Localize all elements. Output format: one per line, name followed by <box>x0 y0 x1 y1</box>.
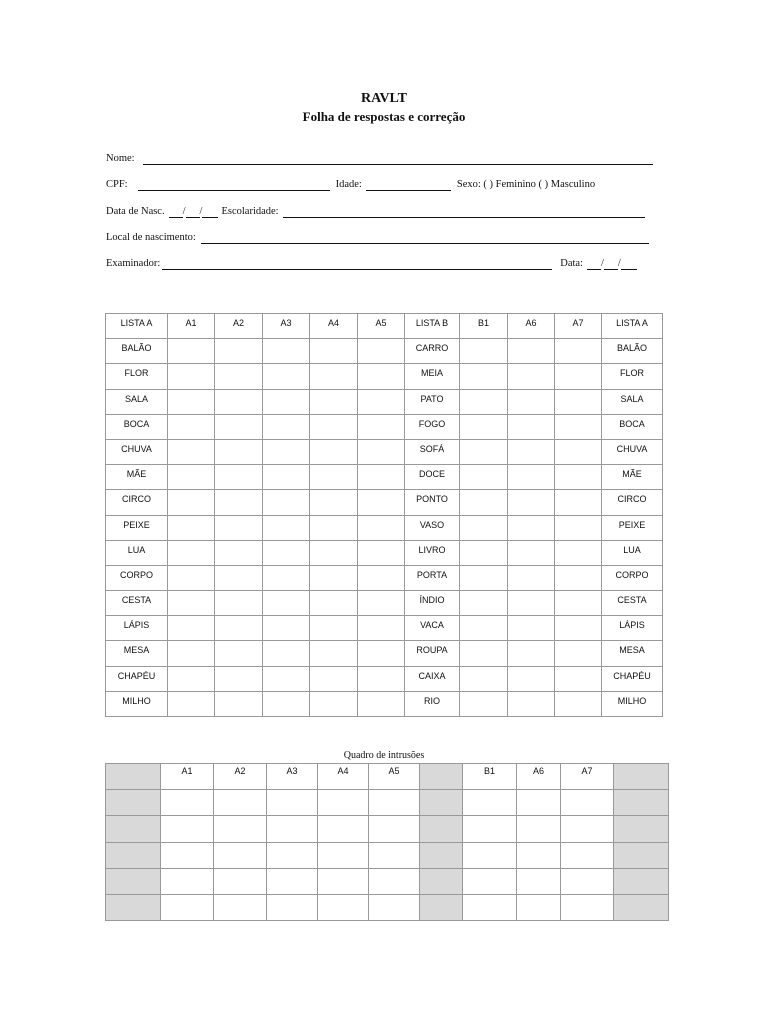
intrusion-cell[interactable] <box>369 790 420 816</box>
answer-cell[interactable] <box>310 666 358 691</box>
answer-cell[interactable] <box>263 465 310 490</box>
cpf-field[interactable] <box>138 180 330 191</box>
table-row <box>106 540 663 565</box>
intrusion-cell[interactable] <box>267 816 318 842</box>
lista-b-word: DOCE <box>405 465 460 490</box>
answer-cell[interactable] <box>168 515 215 540</box>
answer-cell[interactable] <box>460 691 508 716</box>
intrusion-cell[interactable] <box>318 894 369 920</box>
answer-cell[interactable] <box>508 364 555 389</box>
column-header: A7 <box>561 764 614 790</box>
shaded-cell <box>106 894 161 920</box>
intrusion-cell[interactable] <box>561 868 614 894</box>
answer-cell[interactable] <box>508 616 555 641</box>
answer-cell[interactable] <box>358 616 405 641</box>
shaded-cell <box>614 894 669 920</box>
column-header: LISTA B <box>405 314 460 339</box>
sexo-options[interactable]: Sexo: ( ) Feminino ( ) Masculino <box>456 179 596 190</box>
intrusion-cell[interactable] <box>214 868 267 894</box>
intrusion-cell[interactable] <box>214 842 267 868</box>
lista-a-word: MILHO <box>106 691 168 716</box>
intrusion-cell[interactable] <box>561 816 614 842</box>
date-separator: / <box>182 206 186 217</box>
answer-cell[interactable] <box>555 414 602 439</box>
lista-a-word: CHUVA <box>602 439 663 464</box>
answer-cell[interactable] <box>263 641 310 666</box>
table-row <box>106 591 663 616</box>
table-row <box>106 666 663 691</box>
shaded-cell <box>614 868 669 894</box>
lista-b-word: ROUPA <box>405 641 460 666</box>
table-row <box>106 691 663 716</box>
column-header: A4 <box>310 314 358 339</box>
lista-a-word: MÃE <box>602 465 663 490</box>
answer-cell[interactable] <box>460 414 508 439</box>
lista-a-word: CORPO <box>106 565 168 590</box>
answer-cell[interactable] <box>555 540 602 565</box>
answer-cell[interactable] <box>168 641 215 666</box>
answer-cell[interactable] <box>168 339 215 364</box>
answer-cell[interactable] <box>168 364 215 389</box>
answer-cell[interactable] <box>168 616 215 641</box>
intrusion-cell[interactable] <box>318 868 369 894</box>
answer-cell[interactable] <box>263 540 310 565</box>
intrusion-cell[interactable] <box>214 816 267 842</box>
answer-cell[interactable] <box>310 616 358 641</box>
lista-b-word: ÍNDIO <box>405 591 460 616</box>
answer-cell[interactable] <box>460 439 508 464</box>
shaded-cell <box>106 764 161 790</box>
lista-b-word: PORTA <box>405 565 460 590</box>
column-header: B1 <box>460 314 508 339</box>
data-label: Data: <box>560 258 583 269</box>
answer-cell[interactable] <box>215 540 263 565</box>
column-header: A3 <box>267 764 318 790</box>
intrusion-cell[interactable] <box>561 894 614 920</box>
answer-cell[interactable] <box>555 565 602 590</box>
answer-cell[interactable] <box>263 616 310 641</box>
table-header-row <box>106 314 663 339</box>
date-separator: / <box>199 206 203 217</box>
examinador-label: Examinador: <box>106 258 161 269</box>
form-row-local <box>106 232 649 244</box>
lista-a-word: CESTA <box>106 591 168 616</box>
intrusion-cell[interactable] <box>369 816 420 842</box>
lista-a-word: BALÃO <box>106 339 168 364</box>
intrusion-cell[interactable] <box>463 868 517 894</box>
answer-cell[interactable] <box>168 591 215 616</box>
answer-cell[interactable] <box>358 414 405 439</box>
table-row <box>106 490 663 515</box>
intrusion-cell[interactable] <box>561 790 614 816</box>
answer-cell[interactable] <box>555 465 602 490</box>
intrusion-cell[interactable] <box>517 816 561 842</box>
intrusion-cell[interactable] <box>517 894 561 920</box>
answer-cell[interactable] <box>508 666 555 691</box>
answer-cell[interactable] <box>168 465 215 490</box>
intrusion-cell[interactable] <box>561 842 614 868</box>
lista-b-word: LIVRO <box>405 540 460 565</box>
form-row-cpf <box>106 179 595 191</box>
page-title: RAVLT <box>361 91 407 106</box>
idade-label: Idade: <box>335 179 362 190</box>
answer-cell[interactable] <box>508 691 555 716</box>
idade-field[interactable] <box>366 180 451 191</box>
answer-cell[interactable] <box>555 641 602 666</box>
lista-a-word: PEIXE <box>602 515 663 540</box>
table-row <box>106 515 663 540</box>
lista-a-word: LUA <box>602 540 663 565</box>
local-field[interactable] <box>201 233 649 244</box>
lista-a-word: CIRCO <box>106 490 168 515</box>
intrusions-header-row <box>106 764 669 790</box>
intrusion-cell[interactable] <box>463 816 517 842</box>
table-row <box>106 439 663 464</box>
answer-cell[interactable] <box>168 414 215 439</box>
answer-cell[interactable] <box>358 439 405 464</box>
lista-a-word: PEIXE <box>106 515 168 540</box>
lista-a-word: BALÃO <box>602 339 663 364</box>
shaded-cell <box>614 790 669 816</box>
escolaridade-field[interactable] <box>283 207 645 218</box>
answer-cell[interactable] <box>215 414 263 439</box>
intrusion-cell[interactable] <box>517 868 561 894</box>
answer-cell[interactable] <box>215 439 263 464</box>
lista-a-word: CIRCO <box>602 490 663 515</box>
answer-cell[interactable] <box>215 565 263 590</box>
answer-cell[interactable] <box>460 666 508 691</box>
answer-cell[interactable] <box>215 591 263 616</box>
answer-cell[interactable] <box>310 515 358 540</box>
lista-a-word: FLOR <box>602 364 663 389</box>
answer-cell[interactable] <box>263 666 310 691</box>
answer-cell[interactable] <box>460 389 508 414</box>
table-row <box>106 339 663 364</box>
lista-a-word: LÁPIS <box>602 616 663 641</box>
answer-cell[interactable] <box>460 616 508 641</box>
form-row-nasc <box>106 206 645 218</box>
nasc-label: Data de Nasc. <box>106 206 165 217</box>
shaded-cell <box>106 790 161 816</box>
lista-a-word: MESA <box>602 641 663 666</box>
lista-a-word: MESA <box>106 641 168 666</box>
intrusion-cell[interactable] <box>161 816 214 842</box>
answer-cell[interactable] <box>358 666 405 691</box>
lista-a-word: BOCA <box>602 414 663 439</box>
intrusion-cell[interactable] <box>161 868 214 894</box>
column-header: A5 <box>358 314 405 339</box>
answer-cell[interactable] <box>310 389 358 414</box>
answer-cell[interactable] <box>555 389 602 414</box>
answer-cell[interactable] <box>358 465 405 490</box>
answer-cell[interactable] <box>358 339 405 364</box>
answer-cell[interactable] <box>460 540 508 565</box>
answer-cell[interactable] <box>358 591 405 616</box>
column-header: LISTA A <box>106 314 168 339</box>
table-row <box>106 565 663 590</box>
answer-cell[interactable] <box>460 565 508 590</box>
nasc-month-field[interactable] <box>186 207 200 218</box>
shaded-cell <box>106 842 161 868</box>
lista-a-word: BOCA <box>106 414 168 439</box>
lista-b-word: PATO <box>405 389 460 414</box>
column-header: A3 <box>263 314 310 339</box>
answer-cell[interactable] <box>358 364 405 389</box>
answer-cell[interactable] <box>215 389 263 414</box>
answer-cell[interactable] <box>263 565 310 590</box>
shaded-cell <box>420 790 463 816</box>
column-header: B1 <box>463 764 517 790</box>
table-row <box>106 465 663 490</box>
intrusion-cell[interactable] <box>267 894 318 920</box>
shaded-cell <box>420 868 463 894</box>
column-header: A5 <box>369 764 420 790</box>
lista-a-word: CHAPÉU <box>602 666 663 691</box>
answer-cell[interactable] <box>310 565 358 590</box>
lista-a-word: CESTA <box>602 591 663 616</box>
answer-cell[interactable] <box>460 465 508 490</box>
shaded-cell <box>420 764 463 790</box>
intrusions-row <box>106 816 669 842</box>
intrusion-cell[interactable] <box>267 842 318 868</box>
lista-a-word: MÃE <box>106 465 168 490</box>
shaded-cell <box>614 764 669 790</box>
answer-cell[interactable] <box>310 540 358 565</box>
answer-cell[interactable] <box>508 515 555 540</box>
answer-cell[interactable] <box>358 641 405 666</box>
answer-cell[interactable] <box>460 641 508 666</box>
lista-b-word: MEIA <box>405 364 460 389</box>
answer-cell[interactable] <box>215 666 263 691</box>
answer-cell[interactable] <box>215 641 263 666</box>
cpf-label: CPF: <box>106 179 128 190</box>
answer-cell[interactable] <box>358 515 405 540</box>
shaded-cell <box>420 816 463 842</box>
data-month-field[interactable] <box>604 259 618 270</box>
answer-cell[interactable] <box>358 540 405 565</box>
lista-b-word: SOFÁ <box>405 439 460 464</box>
answer-cell[interactable] <box>460 515 508 540</box>
nasc-year-field[interactable] <box>199 206 218 218</box>
lista-b-word: PONTO <box>405 490 460 515</box>
answer-cell[interactable] <box>263 515 310 540</box>
answer-cell[interactable] <box>310 490 358 515</box>
intrusions-row <box>106 842 669 868</box>
answer-cell[interactable] <box>263 691 310 716</box>
answer-cell[interactable] <box>263 439 310 464</box>
intrusion-cell[interactable] <box>318 842 369 868</box>
answer-cell[interactable] <box>508 439 555 464</box>
answer-cell[interactable] <box>310 414 358 439</box>
answer-cell[interactable] <box>168 490 215 515</box>
answer-cell[interactable] <box>555 439 602 464</box>
answer-cell[interactable] <box>310 364 358 389</box>
answer-cell[interactable] <box>555 691 602 716</box>
column-header: A4 <box>318 764 369 790</box>
column-header: A1 <box>168 314 215 339</box>
answer-cell[interactable] <box>215 691 263 716</box>
answer-cell[interactable] <box>215 515 263 540</box>
intrusion-cell[interactable] <box>369 842 420 868</box>
lista-a-word: MILHO <box>602 691 663 716</box>
answer-cell[interactable] <box>460 591 508 616</box>
intrusions-caption: Quadro de intrusões <box>343 750 425 761</box>
answer-cell[interactable] <box>555 666 602 691</box>
shaded-cell <box>420 894 463 920</box>
answer-cell[interactable] <box>358 691 405 716</box>
page-subtitle: Folha de respostas e correção <box>302 109 466 124</box>
intrusion-cell[interactable] <box>369 868 420 894</box>
examinador-field[interactable] <box>162 259 552 270</box>
answer-cell[interactable] <box>310 641 358 666</box>
answer-cell[interactable] <box>508 591 555 616</box>
answer-cell[interactable] <box>263 591 310 616</box>
lista-a-word: FLOR <box>106 364 168 389</box>
data-day-field[interactable] <box>587 259 601 270</box>
answer-cell[interactable] <box>168 666 215 691</box>
table-row <box>106 641 663 666</box>
lista-b-word: RIO <box>405 691 460 716</box>
intrusion-cell[interactable] <box>214 790 267 816</box>
answer-cell[interactable] <box>310 691 358 716</box>
lista-b-word: CAIXA <box>405 666 460 691</box>
lista-b-word: VASO <box>405 515 460 540</box>
answer-cell[interactable] <box>215 339 263 364</box>
answer-cell[interactable] <box>460 364 508 389</box>
local-label: Local de nascimento: <box>106 232 196 243</box>
answer-cell[interactable] <box>310 439 358 464</box>
intrusion-cell[interactable] <box>463 790 517 816</box>
column-header: A2 <box>214 764 267 790</box>
answer-cell[interactable] <box>215 465 263 490</box>
answer-cell[interactable] <box>358 490 405 515</box>
intrusion-cell[interactable] <box>267 790 318 816</box>
lista-a-word: SALA <box>106 389 168 414</box>
answer-cell[interactable] <box>168 389 215 414</box>
intrusions-row <box>106 790 669 816</box>
shaded-cell <box>420 842 463 868</box>
answer-cell[interactable] <box>555 339 602 364</box>
table-row <box>106 414 663 439</box>
answer-cell[interactable] <box>555 490 602 515</box>
answer-cell[interactable] <box>168 691 215 716</box>
intrusion-cell[interactable] <box>161 894 214 920</box>
column-header: A1 <box>161 764 214 790</box>
intrusion-cell[interactable] <box>517 842 561 868</box>
date-separator: / <box>617 258 621 269</box>
lista-a-word: LÁPIS <box>106 616 168 641</box>
answer-cell[interactable] <box>358 565 405 590</box>
answer-cell[interactable] <box>508 389 555 414</box>
table-row <box>106 364 663 389</box>
answer-cell[interactable] <box>460 339 508 364</box>
intrusion-cell[interactable] <box>214 894 267 920</box>
shaded-cell <box>614 816 669 842</box>
answer-cell[interactable] <box>310 339 358 364</box>
answer-cell[interactable] <box>263 389 310 414</box>
answer-cell[interactable] <box>168 540 215 565</box>
answer-cell[interactable] <box>358 389 405 414</box>
answer-cell[interactable] <box>508 339 555 364</box>
answer-cell[interactable] <box>555 616 602 641</box>
answer-cell[interactable] <box>263 364 310 389</box>
data-year-field[interactable] <box>621 259 637 270</box>
lista-b-word: VACA <box>405 616 460 641</box>
answer-cell[interactable] <box>168 439 215 464</box>
answer-cell[interactable] <box>508 465 555 490</box>
intrusion-cell[interactable] <box>463 894 517 920</box>
answer-cell[interactable] <box>215 616 263 641</box>
form-row-examinador <box>106 258 637 270</box>
lista-a-word: SALA <box>602 389 663 414</box>
intrusion-cell[interactable] <box>161 790 214 816</box>
answer-cell[interactable] <box>310 465 358 490</box>
date-separator: / <box>600 258 604 269</box>
column-header: A6 <box>508 314 555 339</box>
intrusion-cell[interactable] <box>369 894 420 920</box>
answer-cell[interactable] <box>263 339 310 364</box>
answer-cell[interactable] <box>215 364 263 389</box>
form-row-nome <box>106 153 653 165</box>
lista-b-word: FOGO <box>405 414 460 439</box>
shaded-cell <box>106 816 161 842</box>
column-header: A6 <box>517 764 561 790</box>
answer-cell[interactable] <box>555 515 602 540</box>
answer-cell[interactable] <box>508 414 555 439</box>
table-row <box>106 389 663 414</box>
lista-a-word: CHUVA <box>106 439 168 464</box>
answer-cell[interactable] <box>215 490 263 515</box>
intrusions-row <box>106 894 669 920</box>
answer-cell[interactable] <box>310 591 358 616</box>
column-header: A2 <box>215 314 263 339</box>
answer-cell[interactable] <box>263 414 310 439</box>
nasc-day-field[interactable] <box>169 207 183 218</box>
answer-cell[interactable] <box>508 490 555 515</box>
intrusion-cell[interactable] <box>463 842 517 868</box>
intrusion-cell[interactable] <box>517 790 561 816</box>
answer-cell[interactable] <box>508 641 555 666</box>
lista-b-word: CARRO <box>405 339 460 364</box>
shaded-cell <box>106 868 161 894</box>
answer-cell[interactable] <box>508 540 555 565</box>
intrusion-cell[interactable] <box>318 790 369 816</box>
lista-a-word: LUA <box>106 540 168 565</box>
ravlt-answer-table <box>105 313 663 717</box>
intrusions-table <box>105 763 669 921</box>
intrusions-row <box>106 868 669 894</box>
shaded-cell <box>614 842 669 868</box>
column-header: A7 <box>555 314 602 339</box>
lista-a-word: CHAPÉU <box>106 666 168 691</box>
escolaridade-label: Escolaridade: <box>221 206 279 217</box>
nome-label: Nome: <box>106 153 135 164</box>
column-header: LISTA A <box>602 314 663 339</box>
intrusion-cell[interactable] <box>161 842 214 868</box>
table-row <box>106 616 663 641</box>
answer-cell[interactable] <box>460 490 508 515</box>
answer-cell[interactable] <box>508 565 555 590</box>
answer-cell[interactable] <box>555 364 602 389</box>
intrusion-cell[interactable] <box>267 868 318 894</box>
answer-cell[interactable] <box>168 565 215 590</box>
answer-cell[interactable] <box>263 490 310 515</box>
answer-cell[interactable] <box>555 591 602 616</box>
lista-a-word: CORPO <box>602 565 663 590</box>
intrusion-cell[interactable] <box>318 816 369 842</box>
nome-field[interactable] <box>143 154 653 165</box>
